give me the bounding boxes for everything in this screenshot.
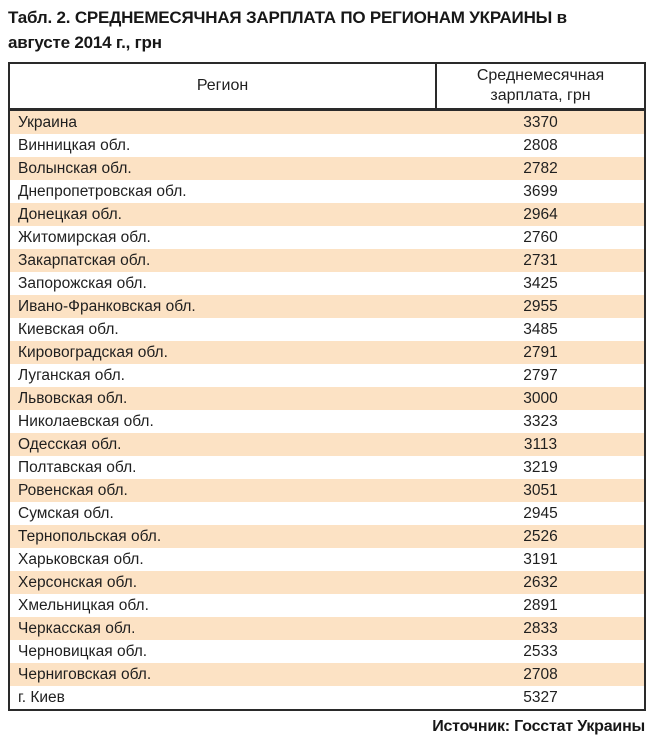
salary-cell: 3113 [523, 436, 558, 453]
region-cell: Харьковская обл. [18, 551, 144, 568]
table-row [10, 111, 644, 134]
table-row [10, 410, 644, 433]
table-row [10, 617, 644, 640]
source-note: Источник: Госстат Украины [432, 718, 645, 735]
table-row [10, 571, 644, 594]
region-cell: Украина [18, 114, 78, 131]
table-row [10, 318, 644, 341]
salary-cell: 5327 [523, 689, 558, 706]
region-cell: Ивано-Франковская обл. [18, 298, 196, 315]
table-row [10, 134, 644, 157]
region-cell: Донецкая обл. [18, 206, 122, 223]
table-row [10, 663, 644, 686]
salary-cell: 3485 [523, 321, 558, 338]
table-row [10, 686, 644, 709]
table-row [10, 479, 644, 502]
table-row [10, 456, 644, 479]
salary-cell: 2891 [523, 597, 558, 614]
region-cell: Киевская обл. [18, 321, 119, 338]
table-row [10, 272, 644, 295]
table-row [10, 364, 644, 387]
table-header-row [10, 64, 644, 111]
salary-cell: 3219 [523, 459, 558, 476]
salary-cell: 2526 [523, 528, 558, 545]
region-cell: Житомирская обл. [18, 229, 151, 246]
region-cell: Днепропетровская обл. [18, 183, 187, 200]
salary-cell: 3370 [523, 114, 558, 131]
salary-cell: 2833 [523, 620, 558, 637]
table-row [10, 594, 644, 617]
region-cell: Черкасская обл. [18, 620, 136, 637]
salary-cell: 2708 [523, 666, 558, 683]
salary-cell: 2533 [523, 643, 558, 660]
table-row [10, 226, 644, 249]
salary-cell: 2791 [523, 344, 558, 361]
table-row [10, 525, 644, 548]
region-cell: Ровенская обл. [18, 482, 128, 499]
salary-cell: 3323 [523, 413, 558, 430]
region-cell: Хмельницкая обл. [18, 597, 149, 614]
region-cell: Винницкая обл. [18, 137, 131, 154]
table-row [10, 180, 644, 203]
table-row [10, 433, 644, 456]
salary-cell: 2797 [523, 367, 558, 384]
salary-cell: 2782 [523, 160, 558, 177]
salary-cell: 3191 [523, 551, 558, 568]
table-row [10, 548, 644, 571]
region-cell: Николаевская обл. [18, 413, 154, 430]
region-cell: Львовская обл. [18, 390, 128, 407]
region-cell: Луганская обл. [18, 367, 125, 384]
salary-cell: 3425 [523, 275, 558, 292]
table-row [10, 295, 644, 318]
table-row [10, 203, 644, 226]
salary-cell: 3699 [523, 183, 558, 200]
region-cell: Кировоградская обл. [18, 344, 168, 361]
region-cell: Запорожская обл. [18, 275, 147, 292]
salary-cell: 2964 [523, 206, 558, 223]
table-row [10, 157, 644, 180]
salary-cell: 2632 [523, 574, 558, 591]
salary-cell: 2808 [523, 137, 558, 154]
table-title [8, 5, 646, 55]
column-header-salary: Среднемесячная зарплата, грн [476, 67, 605, 104]
region-cell: Тернопольская обл. [18, 528, 162, 545]
salary-cell: 2760 [523, 229, 558, 246]
salary-cell: 2955 [523, 298, 558, 315]
salary-cell: 2945 [523, 505, 558, 522]
table-row [10, 341, 644, 364]
table-row [10, 387, 644, 410]
salary-cell: 3000 [523, 390, 558, 407]
salary-table [8, 62, 646, 711]
region-cell: Черновицкая обл. [18, 643, 148, 660]
table-row [10, 249, 644, 272]
table-title-line1: Табл. 2. СРЕДНЕМЕСЯЧНАЯ ЗАРПЛАТА ПО РЕГИОНАМ УКРАИНЫ в [8, 8, 567, 27]
salary-cell: 3051 [523, 482, 558, 499]
table-title-line2: августе 2014 г., грн [8, 33, 162, 52]
region-cell: Херсонская обл. [18, 574, 138, 591]
region-cell: Закарпатская обл. [18, 252, 151, 269]
table-body [10, 111, 644, 709]
table-row [10, 640, 644, 663]
region-cell: Полтавская обл. [18, 459, 137, 476]
region-cell: Сумская обл. [18, 505, 114, 522]
table-row [10, 502, 644, 525]
salary-cell: 2731 [523, 252, 558, 269]
region-cell: Волынская обл. [18, 160, 132, 177]
region-cell: Черниговская обл. [18, 666, 152, 683]
region-cell: Одесская обл. [18, 436, 122, 453]
column-header-region: Регион [10, 64, 437, 108]
region-cell: г. Киев [18, 689, 65, 706]
